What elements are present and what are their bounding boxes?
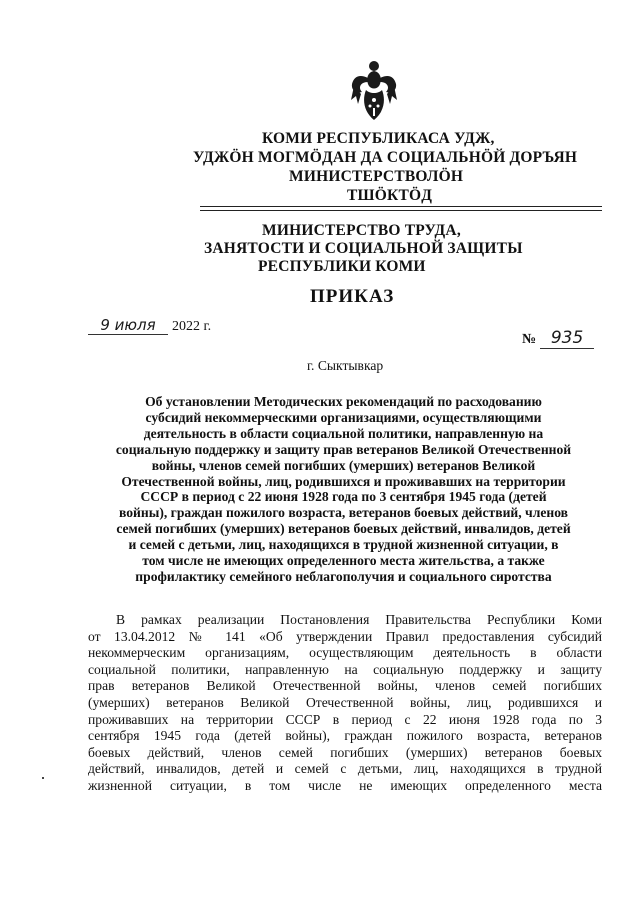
subject-line: социальную поддержку и защиту прав ветеранов Великой Отечественной [115, 441, 572, 457]
document-title: ПРИКАЗ [310, 286, 395, 307]
subject-line: том числе не имеющих определенного места жительства, а также [142, 553, 545, 569]
body-paragraph [88, 612, 602, 795]
header-ru-line: РЕСПУБЛИКИ КОМИ [258, 258, 426, 275]
subject-line: субсидий некоммерческими организациями, осуществляющими [145, 409, 542, 425]
body-line: боевых действий, членов семей погибших (умерших) ветеранов боевых [88, 744, 602, 760]
header-separator [200, 210, 602, 211]
subject-line: Отечественной войны, лиц, родившихся и проживавших на территории [121, 473, 566, 489]
body-line: некоммерческим организациям, осуществляющим деятельность в области [88, 645, 602, 661]
city: г. Сыктывкар [307, 358, 384, 373]
body-line: В рамках реализации Постановления Правительства Республики Коми [116, 612, 602, 627]
subject-line: и семей с детьми, лиц, находящихся в трудной жизненной ситуации, в [128, 537, 559, 553]
body-line: сентября 1945 года (детей войны), граждан пожилого возраста, ветеранов [88, 728, 602, 744]
date-line [88, 316, 211, 335]
subject-line: семей погибших (умерших) ветеранов боевых действий, инвалидов, детей [116, 521, 571, 537]
order-number [522, 328, 594, 349]
header-komi-line: УДЖÖН МОГМÖДАН ДА СОЦИАЛЬНÖЙ ДОРЪЯН [193, 149, 578, 166]
body-line: социальной политики, направленную на социальную поддержку и защиту [88, 661, 602, 677]
header-ru-line: ЗАНЯТОСТИ И СОЦИАЛЬНОЙ ЗАЩИТЫ [204, 240, 523, 257]
body-line: жизненной ситуации, в том числе не имеющих определенного места [88, 777, 602, 793]
body-line: проживавших на территории СССР в период с 22 июня 1928 года по 3 [88, 711, 602, 727]
subject-line: войны), граждан пожилого возраста, ветеранов боевых действий, членов [119, 505, 568, 521]
header-komi-line: МИНИСТЕРСТВОЛÖН [289, 168, 464, 185]
coat-of-arms-emblem [348, 56, 400, 126]
body-line: прав ветеранов Великой Отечественной войны, членов семей погибших [88, 678, 602, 694]
subject-line: Об установлении Методических рекомендаций по расходованию [145, 394, 542, 409]
subject-line: профилактику семейного неблагополучия и социального сиротства [135, 568, 552, 584]
header-komi-line: КОМИ РЕСПУБЛИКАСА УДЖ, [262, 130, 495, 147]
body-line: (умерших) ветеранов Великой Отечественной войны, лиц, родившихся и [88, 694, 602, 710]
body-line: действий, инвалидов, детей и семей с детьми, лиц, находящихся в трудной [88, 761, 602, 777]
date-year: 2022 г. [172, 319, 212, 334]
handwritten-number: 935 [540, 328, 594, 349]
scan-mark [42, 777, 44, 779]
subject-line: деятельность в области социальной политики, направленную на [143, 425, 544, 441]
header-komi-line: ТШÖКТÖД [347, 187, 433, 204]
handwritten-date: 9 июля [88, 316, 168, 335]
subject-line: СССР в период с 22 июня 1928 года по 3 сентября 1945 года (детей [140, 489, 547, 505]
header-separator [200, 206, 602, 207]
body-line: от 13.04.2012 № 141 «Об утверждении Правил предоставления субсидий [88, 628, 602, 644]
subject-line: войны, членов семей погибших (умерших) ветеранов Великой [151, 457, 536, 473]
number-sign: № [522, 332, 537, 347]
order-subject [80, 394, 607, 585]
header-ru-line: МИНИСТЕРСТВО ТРУДА, [262, 222, 461, 239]
